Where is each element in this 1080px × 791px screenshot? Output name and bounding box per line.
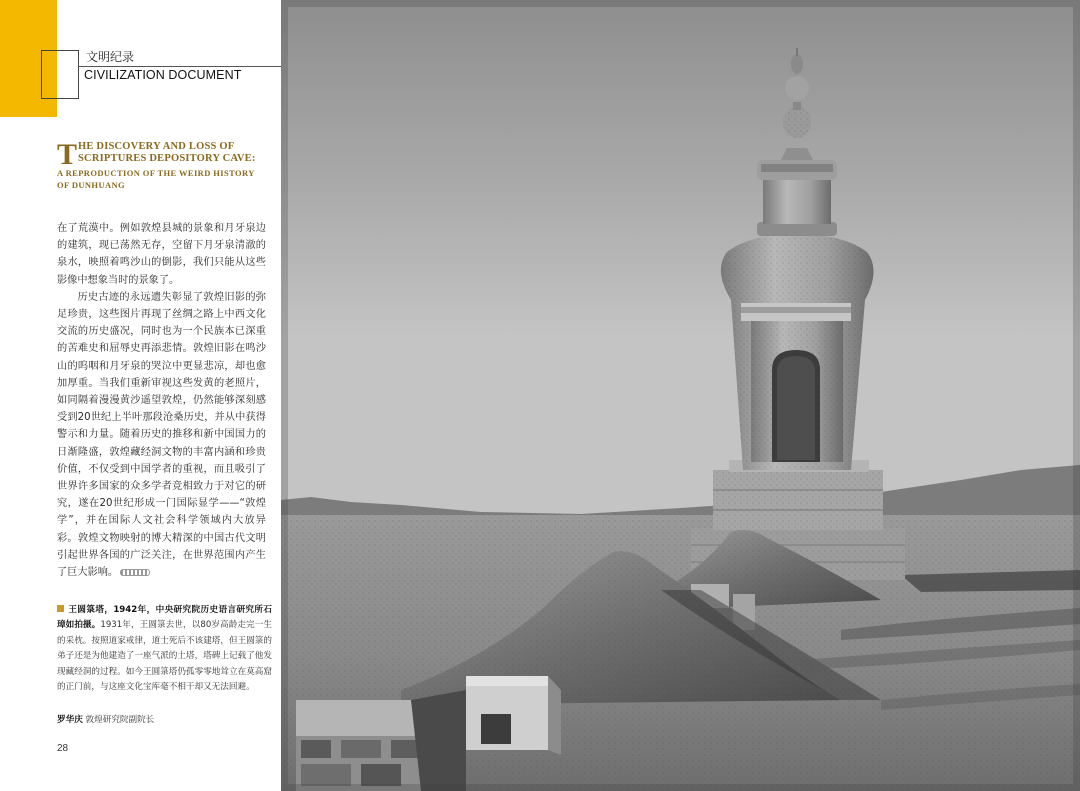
byline (57, 713, 154, 725)
title-line-2: SCRIPTURES DEPOSITORY CAVE: (78, 153, 256, 164)
page-number: 28 (57, 743, 69, 754)
caption-lead: 王圆箓塔，1942年，中央研究院历史语言研究所石璋如拍摄。 (57, 605, 272, 631)
body-paragraph-1: 在了荒漠中。例如敦煌县城的景象和月牙泉边的建筑，现已荡然无存，空留下月牙泉清澈的泉水，映照着鸣沙山的倒影，我们只能从这些影像中想象当时的景象了。 (57, 223, 266, 286)
end-mark-icon (120, 569, 150, 576)
wang-yuanlu-stupa-photo-icon (281, 0, 1080, 791)
photo-caption (57, 603, 272, 695)
body-paragraph-2 (57, 289, 266, 581)
stupa-photo (281, 0, 1080, 791)
title-subline-1: A REPRODUCTION OF THE WEIRD HISTORY (57, 168, 255, 178)
byline-name: 罗华庆 (57, 715, 83, 725)
caption-text: 1931年，王圆箓去世，以80岁高龄走完一生的采枕。按照道家戒律，道士死后不该建塔，但王圆箓的弟子还是为他建造了一座气派的土塔，塔碑上记载了他发现藏经洞的过程。如今王圆箓塔仍孤零零地耸立在莫高窟的正门前，与这座文化宝库毫不相干却又无法回避。 (57, 620, 272, 693)
body-paragraph-2-text: 历史古迹的永远遗失彰显了敦煌旧影的弥足珍贵，这些图片再现了丝绸之路上中西文化交流的历史盛况，同时也为一个民族本已深重的苦难史和屈辱史再添悲情。敦煌旧影在鸣沙山的呜咽和月牙泉的哭泣中更显悲凉，却也愈加厚重。当我们重新审视这些发黄的老照片，如同隔着漫漫黄沙遥望敦煌，仍然能够深刻感受到20世纪上半叶那段沧桑历史，并从中获得警示和力量。随着历史的推移和新中国国力的日渐隆盛，敦煌藏经洞文物的丰富内涵和珍贵价值，不仅受到中国学者的重视，而且吸引了世界许多国家的众多学者竞相致力于对它的研究，遂在20世纪形成一门国际显学——“敦煌学”，并在国际人文社会科学领域内大放异彩。敦煌文物映射的博大精深的中国古代文明引起世界各国的广泛关注，在世界范围内产生了巨大影响。 (57, 291, 266, 579)
header-frame (41, 50, 79, 99)
title-drop-cap: T (57, 138, 78, 171)
title-line-1: HE DISCOVERY AND LOSS OF (78, 141, 235, 152)
section-title-en: CIVILIZATION DOCUMENT (84, 68, 242, 82)
article-title (57, 138, 272, 191)
header-rule (78, 66, 281, 67)
article-body (57, 220, 266, 581)
title-subline-2: OF DUNHUANG (57, 180, 126, 190)
caption-bullet-icon (57, 605, 64, 612)
article-column (0, 0, 281, 791)
byline-title: 敦煌研究院副院长 (85, 715, 155, 725)
section-title-cn: 文明纪录 (86, 50, 135, 64)
